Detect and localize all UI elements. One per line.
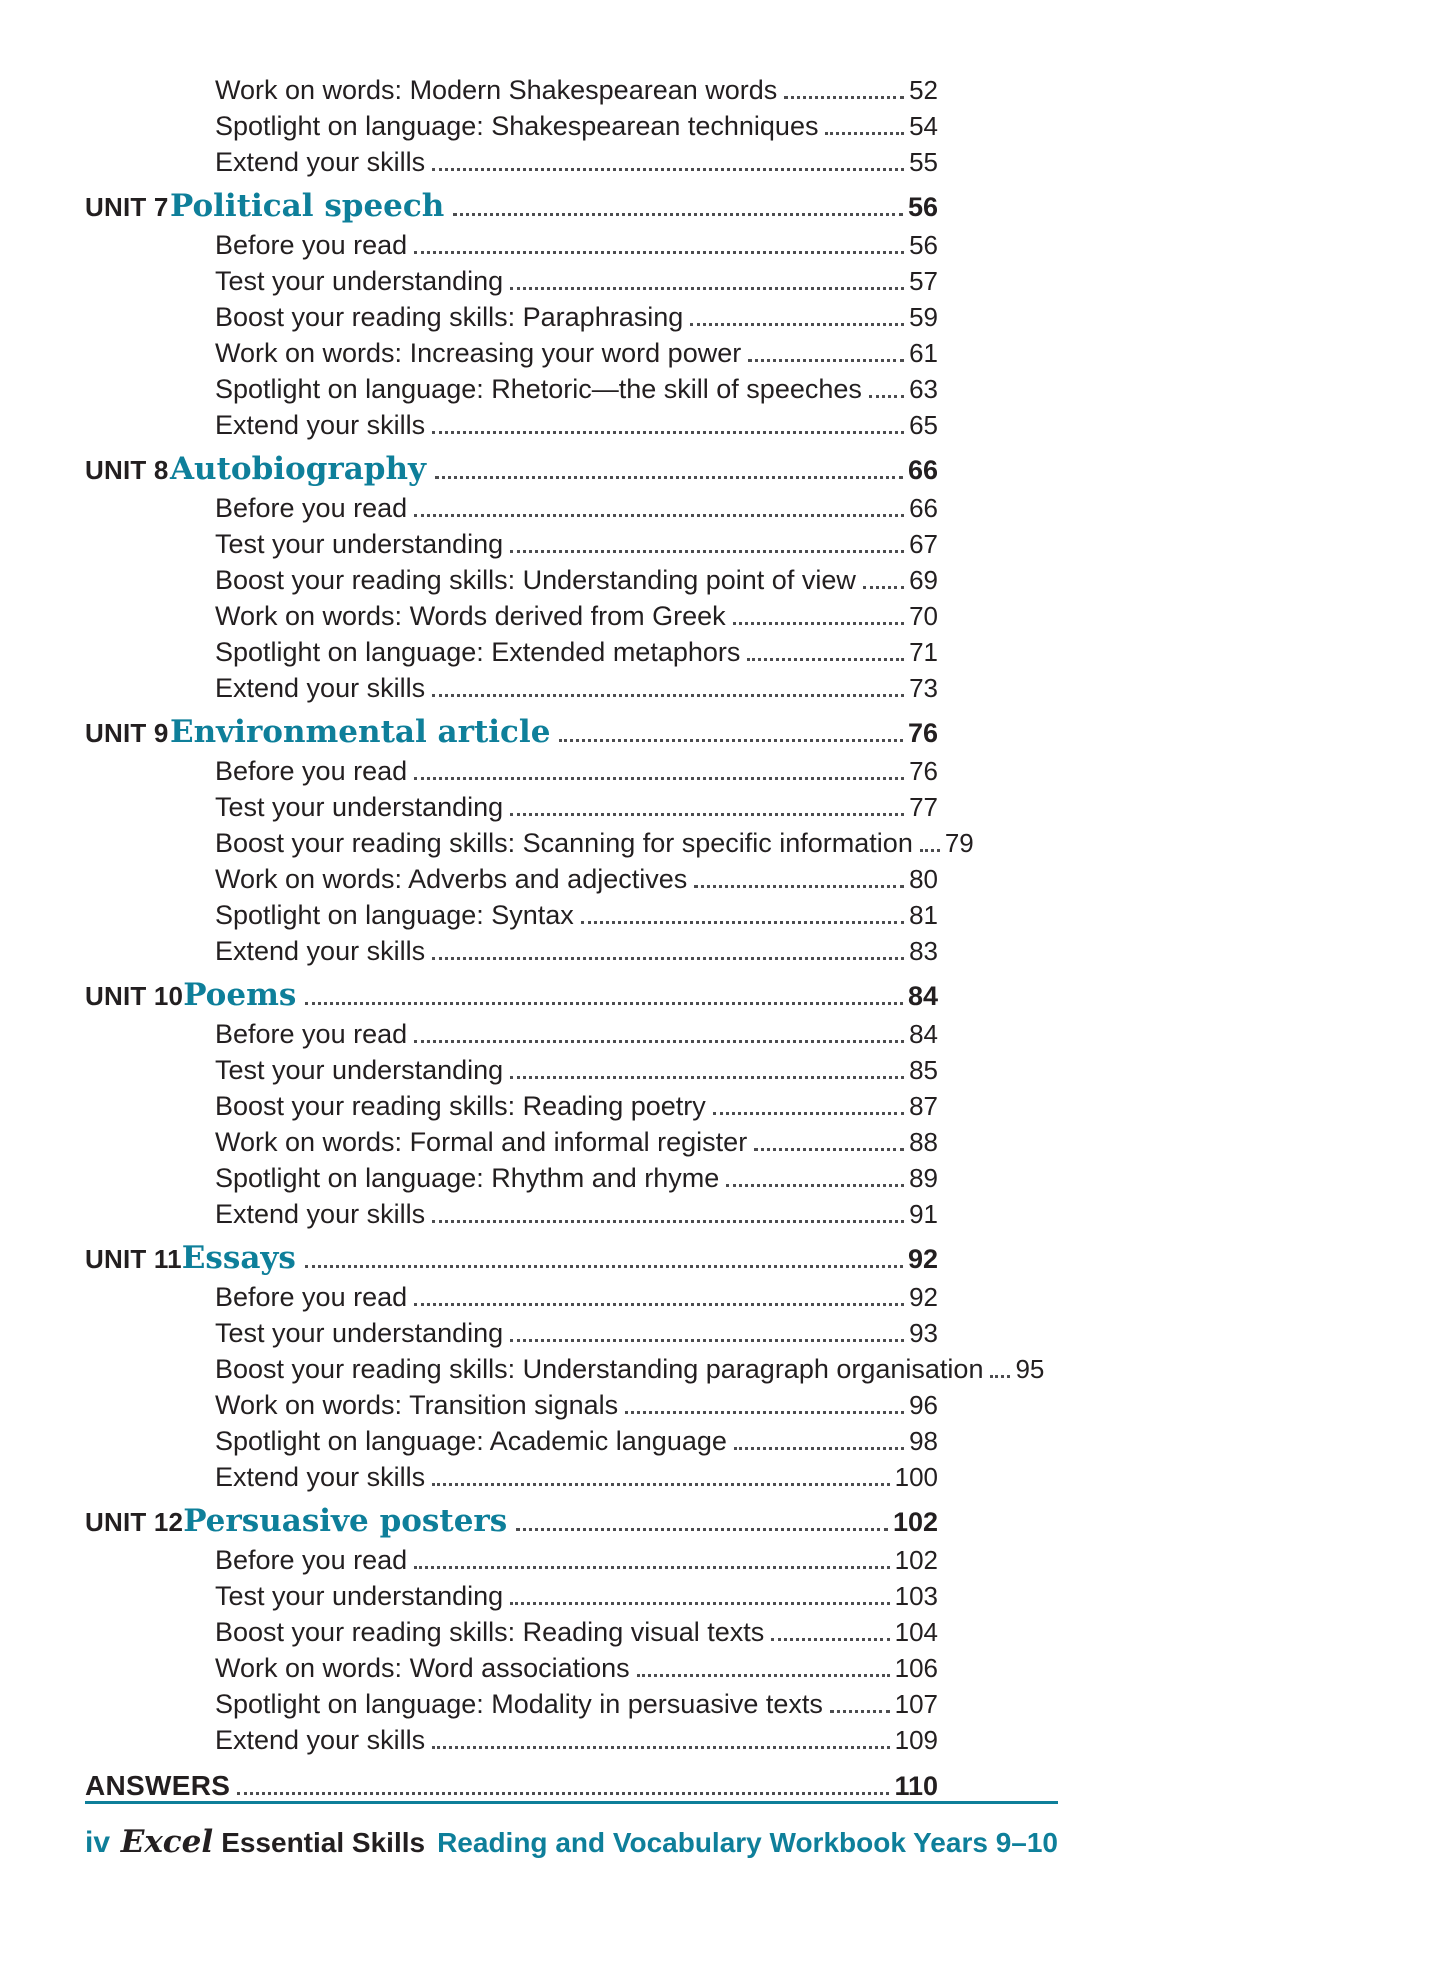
toc-item [85, 897, 938, 933]
dotted-leader [581, 921, 904, 924]
page-number: 87 [909, 1091, 938, 1121]
toc-item [85, 1459, 938, 1495]
entry-label: Extend your skills [215, 936, 426, 966]
page-number: 106 [894, 1653, 938, 1683]
entry-label: Boost your reading skills: Paraphrasing [215, 302, 684, 332]
dotted-leader [726, 1184, 904, 1187]
entry-label: Extend your skills [215, 1462, 426, 1492]
entry-label: Extend your skills [215, 1199, 426, 1229]
unit-title: Essays [181, 1240, 296, 1276]
toc-unit-heading [85, 448, 938, 490]
toc-answers-row [85, 1766, 938, 1806]
toc-item [85, 1315, 938, 1351]
dotted-leader [771, 1638, 889, 1641]
dotted-leader [869, 395, 904, 398]
toc-item [85, 1387, 938, 1423]
page-number: 59 [909, 302, 938, 332]
entry-label: Before you read [215, 1282, 408, 1312]
toc-item [85, 1423, 938, 1459]
entry-label: Test your understanding [215, 1318, 504, 1348]
toc-item [85, 1196, 938, 1232]
toc-item [85, 72, 938, 108]
dotted-leader [414, 1566, 889, 1569]
page-number: 102 [892, 1507, 938, 1537]
page-number: 65 [909, 410, 938, 440]
footer-brand [121, 1824, 1058, 1860]
toc-item [85, 562, 938, 598]
page-number: 109 [894, 1725, 938, 1755]
dotted-leader [435, 476, 903, 479]
page-number: 54 [909, 111, 938, 141]
unit-number-label: UNIT 12 [85, 1507, 184, 1537]
dotted-leader [414, 514, 904, 517]
page-number: 96 [909, 1390, 938, 1420]
toc-item [85, 1614, 938, 1650]
dotted-leader [432, 1220, 904, 1223]
unit-number-label: UNIT 9 [85, 718, 169, 748]
toc-item [85, 407, 938, 443]
entry-label: Extend your skills [215, 1725, 426, 1755]
toc-item [85, 490, 938, 526]
entry-label: Before you read [215, 756, 408, 786]
page-number: 91 [909, 1199, 938, 1229]
toc-unit-heading [85, 1237, 938, 1279]
toc-list [85, 72, 1045, 1806]
entry-label: Work on words: Increasing your word power [215, 338, 742, 368]
dotted-leader [510, 550, 904, 553]
dotted-leader [510, 1339, 904, 1342]
dotted-leader [510, 1602, 889, 1605]
page-number: 80 [909, 864, 938, 894]
dotted-leader [559, 739, 903, 742]
page-number: 55 [909, 147, 938, 177]
dotted-leader [690, 323, 904, 326]
unit-title: Persuasive posters [183, 1503, 508, 1539]
entry-label: Work on words: Words derived from Greek [215, 601, 726, 631]
brand-essential-skills: Essential Skills [221, 1827, 426, 1858]
unit-number-label: UNIT 10 [85, 981, 184, 1011]
page-number: 77 [909, 792, 938, 822]
folio-page-number: iv [85, 1826, 111, 1859]
unit-number-label: UNIT 11 [85, 1244, 182, 1274]
dotted-leader [305, 1265, 903, 1268]
unit-title: Political speech [170, 188, 445, 224]
toc-item [85, 144, 938, 180]
entry-label: Spotlight on language: Rhythm and rhyme [215, 1163, 720, 1193]
entry-label: Before you read [215, 230, 408, 260]
toc-item [85, 1052, 938, 1088]
entry-label: Test your understanding [215, 792, 504, 822]
entry-label: Test your understanding [215, 529, 504, 559]
page-number: 92 [909, 1282, 938, 1312]
toc-item [85, 825, 974, 861]
dotted-leader [625, 1411, 904, 1414]
toc-item [85, 1016, 938, 1052]
toc-item [85, 789, 938, 825]
page-number: 84 [907, 981, 938, 1011]
entry-label: Boost your reading skills: Understanding paragraph organisation [215, 1354, 984, 1384]
entry-label: Test your understanding [215, 1581, 504, 1611]
dotted-leader [748, 359, 904, 362]
unit-title: Autobiography [170, 451, 427, 487]
page-number: 70 [909, 601, 938, 631]
dotted-leader [830, 1710, 890, 1713]
entry-label: Boost your reading skills: Reading poetry [215, 1091, 706, 1121]
unit-title: Poems [183, 977, 297, 1013]
dotted-leader [784, 96, 904, 99]
page-number: 89 [909, 1163, 938, 1193]
toc-item [85, 753, 938, 789]
toc-item [85, 1124, 938, 1160]
page-number: 95 [1015, 1354, 1045, 1384]
entry-label: Spotlight on language: Extended metaphors [215, 637, 741, 667]
dotted-leader [516, 1528, 888, 1531]
unit-number-label: UNIT 7 [85, 192, 169, 222]
dotted-leader [694, 885, 904, 888]
dotted-leader [305, 1002, 903, 1005]
dotted-leader [510, 1076, 904, 1079]
toc-item [85, 526, 938, 562]
entry-label: Test your understanding [215, 266, 504, 296]
page-number: 103 [894, 1581, 938, 1611]
toc-item [85, 1542, 938, 1578]
dotted-leader [432, 1483, 890, 1486]
dotted-leader [920, 849, 940, 852]
dotted-leader [747, 658, 904, 661]
dotted-leader [432, 957, 904, 960]
page-number: 76 [909, 756, 938, 786]
dotted-leader [863, 586, 904, 589]
dotted-leader [825, 132, 904, 135]
page-number: 102 [894, 1545, 938, 1575]
page-number: 107 [894, 1689, 938, 1719]
entry-label: Work on words: Transition signals [215, 1390, 619, 1420]
dotted-leader [510, 287, 904, 290]
page-number: 93 [909, 1318, 938, 1348]
toc-unit-heading [85, 711, 938, 753]
page-number: 71 [909, 637, 938, 667]
entry-label: Spotlight on language: Academic language [215, 1426, 727, 1456]
toc-item [85, 1088, 938, 1124]
entry-label: Before you read [215, 1545, 408, 1575]
entry-label: Work on words: Modern Shakespearean words [215, 75, 778, 105]
dotted-leader [713, 1112, 904, 1115]
entry-label: Extend your skills [215, 410, 426, 440]
dotted-leader [414, 1040, 904, 1043]
dotted-leader [453, 213, 903, 216]
entry-label: Before you read [215, 493, 408, 523]
page-number: 76 [907, 718, 938, 748]
page-number: 79 [944, 828, 974, 858]
entry-label: Boost your reading skills: Understanding point of view [215, 565, 856, 595]
entry-label: Extend your skills [215, 147, 426, 177]
unit-number-label: UNIT 8 [85, 455, 169, 485]
page-number: 110 [894, 1771, 938, 1801]
page-number: 92 [907, 1244, 938, 1274]
page-number: 69 [909, 565, 938, 595]
toc-unit-heading [85, 185, 938, 227]
toc-item [85, 1351, 1045, 1387]
page-number: 73 [909, 673, 938, 703]
toc-item [85, 1160, 938, 1196]
toc-item [85, 299, 938, 335]
page-number: 56 [907, 192, 938, 222]
toc-item [85, 227, 938, 263]
page-number: 104 [894, 1617, 938, 1647]
entry-label: Test your understanding [215, 1055, 504, 1085]
entry-label: Work on words: Adverbs and adjectives [215, 864, 688, 894]
dotted-leader [734, 1447, 904, 1450]
dotted-leader [432, 694, 904, 697]
page-number: 63 [909, 374, 938, 404]
page-number: 88 [909, 1127, 938, 1157]
book-title: Reading and Vocabulary Workbook Years 9–10 [437, 1827, 1058, 1858]
toc-item [85, 634, 938, 670]
toc-item [85, 861, 938, 897]
toc-item [85, 1686, 938, 1722]
toc-item [85, 1722, 938, 1758]
page-number: 81 [909, 900, 938, 930]
toc-unit-heading [85, 974, 938, 1016]
page-number: 67 [909, 529, 938, 559]
toc-item [85, 933, 938, 969]
toc-item [85, 335, 938, 371]
dotted-leader [432, 168, 904, 171]
entry-label: Spotlight on language: Shakespearean techniques [215, 111, 819, 141]
brand-excel: Excel [120, 1824, 214, 1860]
page-number: 83 [909, 936, 938, 966]
entry-label: Boost your reading skills: Reading visual texts [215, 1617, 765, 1647]
dotted-leader [414, 777, 904, 780]
page-number: 66 [909, 493, 938, 523]
entry-label: Before you read [215, 1019, 408, 1049]
entry-label: Work on words: Word associations [215, 1653, 630, 1683]
page-number: 98 [909, 1426, 938, 1456]
dotted-leader [637, 1674, 890, 1677]
dotted-leader [990, 1375, 1010, 1378]
dotted-leader [510, 813, 904, 816]
footer-rule [85, 1801, 1058, 1804]
toc-item [85, 670, 938, 706]
toc-item [85, 263, 938, 299]
dotted-leader [414, 251, 904, 254]
entry-label: Spotlight on language: Modality in persuasive texts [215, 1689, 823, 1719]
page-number: 100 [894, 1462, 938, 1492]
toc-item [85, 108, 938, 144]
answers-label: ANSWERS [85, 1770, 231, 1801]
toc-item [85, 598, 938, 634]
unit-title: Environmental article [170, 714, 551, 750]
page-number: 57 [909, 266, 938, 296]
dotted-leader [754, 1148, 904, 1151]
toc-item [85, 371, 938, 407]
toc-unit-heading [85, 1500, 938, 1542]
dotted-leader [733, 622, 904, 625]
page-number: 84 [909, 1019, 938, 1049]
toc-item [85, 1279, 938, 1315]
dotted-leader [414, 1303, 904, 1306]
toc-item [85, 1650, 938, 1686]
footer [85, 1824, 1058, 1860]
entry-label: Work on words: Formal and informal register [215, 1127, 748, 1157]
dotted-leader [432, 1746, 890, 1749]
entry-label: Extend your skills [215, 673, 426, 703]
page-number: 56 [909, 230, 938, 260]
dotted-leader [432, 431, 904, 434]
page-number: 52 [909, 75, 938, 105]
page-number: 61 [909, 338, 938, 368]
toc-item [85, 1578, 938, 1614]
entry-label: Spotlight on language: Rhetoric—the skill of speeches [215, 374, 862, 404]
dotted-leader [237, 1792, 889, 1795]
page-number: 66 [907, 455, 938, 485]
entry-label: Spotlight on language: Syntax [215, 900, 574, 930]
page-number: 85 [909, 1055, 938, 1085]
entry-label: Boost your reading skills: Scanning for specific information [215, 828, 913, 858]
